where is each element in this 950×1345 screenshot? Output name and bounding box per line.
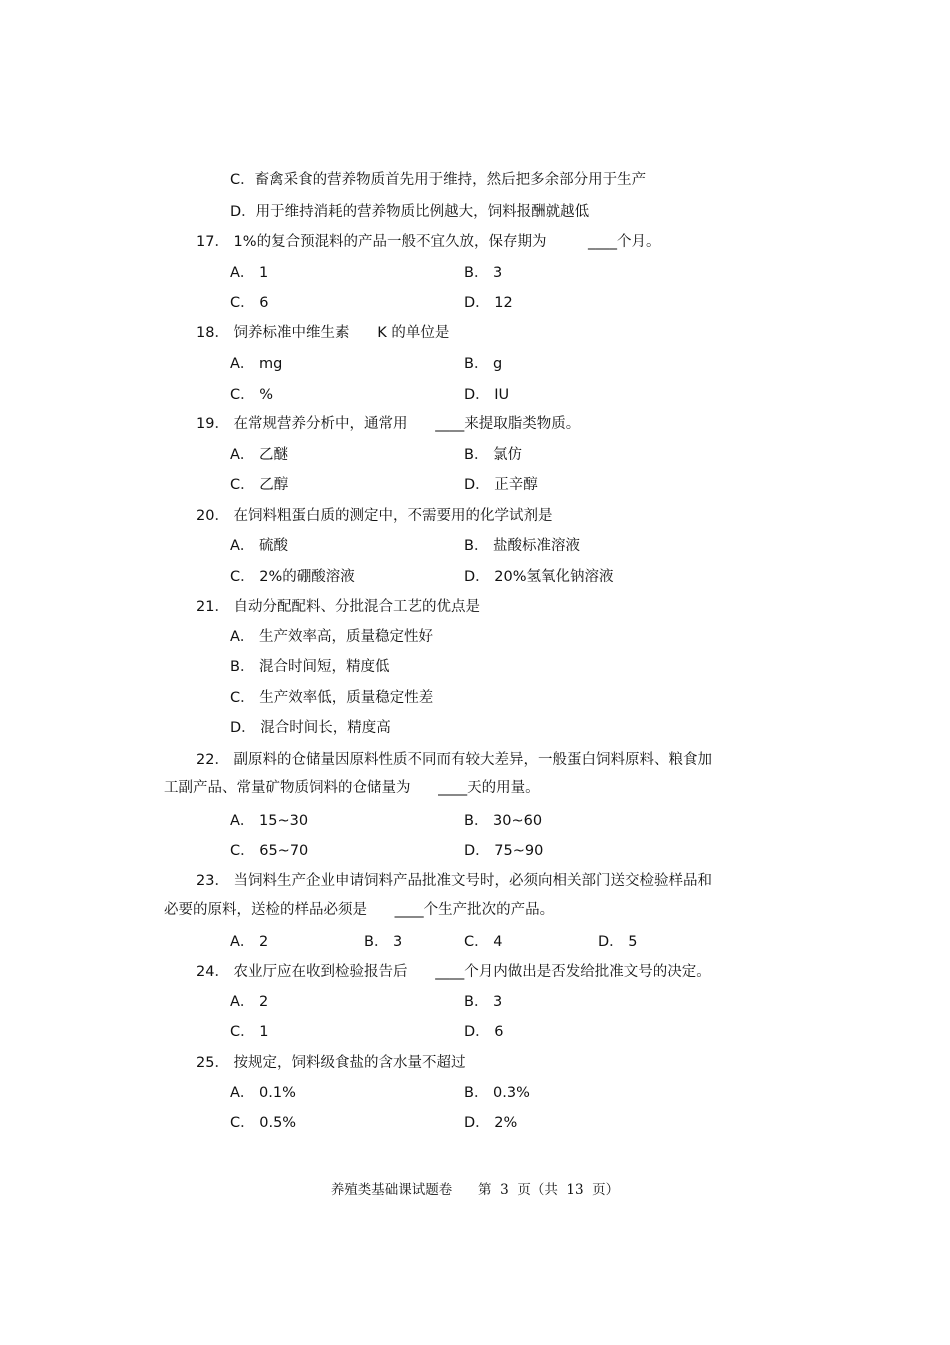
question-22-stem-line2: 工副产品、常量矿物质饲料的仓储量为 ____天的用量。	[164, 780, 540, 796]
question-22-option-b: B． 30~60	[464, 813, 543, 829]
question-22-option-a: A． 15~30	[230, 813, 309, 829]
question-24-option-a: A． 2	[230, 994, 269, 1010]
question-19-option-b: B． 氯仿	[464, 447, 523, 463]
carry-over-option-d: D．用于维持消耗的营养物质比例越大，饲料报酬就越低	[230, 204, 590, 220]
question-20-option-d: D． 20%氢氧化钠溶液	[464, 569, 614, 585]
question-22-stem-line1: 22． 副原料的仓储量因原料性质不同而有较大差异，一般蛋白饲料原料、粮食加	[196, 752, 713, 768]
question-22-option-c: C． 65~70	[230, 843, 309, 859]
question-20-option-b: B． 盐酸标准溶液	[464, 538, 581, 554]
question-23-option-d: D． 5	[598, 934, 638, 950]
question-19-option-a: A． 乙醚	[230, 447, 289, 463]
question-21-option-a: A． 生产效率高，质量稳定性好	[230, 629, 434, 645]
question-24-option-c: C． 1	[230, 1024, 269, 1040]
question-18-option-b: B． g	[464, 356, 503, 372]
question-18-option-a: A． mg	[230, 356, 283, 372]
question-25-option-d: D． 2%	[464, 1115, 518, 1131]
question-17-stem: 17． 1%的复合预混料的产品一般不宜久放，保存期为 ____个月。	[196, 234, 661, 250]
question-19-option-d: D． 正辛醇	[464, 477, 538, 493]
question-23-option-b: B． 3	[364, 934, 403, 950]
question-17-option-d: D． 12	[464, 295, 513, 311]
question-25-stem: 25． 按规定，饲料级食盐的含水量不超过	[196, 1055, 466, 1071]
page-footer: 养殖类基础课试题卷 第 3 页（共 13 页）	[330, 1182, 620, 1198]
question-20-option-c: C． 2%的硼酸溶液	[230, 569, 355, 585]
question-23-option-a: A． 2	[230, 934, 269, 950]
question-25-option-b: B． 0.3%	[464, 1085, 530, 1101]
question-21-option-c: C． 生产效率低，质量稳定性差	[230, 690, 434, 706]
question-21-option-d: D． 混合时间长，精度高	[230, 720, 391, 736]
question-24-option-b: B． 3	[464, 994, 503, 1010]
question-18-stem: 18． 饲养标准中维生素 K 的单位是	[196, 325, 450, 341]
question-17-option-a: A． 1	[230, 265, 269, 281]
question-24-stem: 24． 农业厅应在收到检验报告后 ____个月内做出是否发给批准文号的决定。	[196, 964, 711, 980]
question-19-option-c: C． 乙醇	[230, 477, 289, 493]
question-21-stem: 21． 自动分配配料、分批混合工艺的优点是	[196, 599, 481, 615]
question-23-option-c: C． 4	[464, 934, 503, 950]
question-21-option-b: B． 混合时间短，精度低	[230, 659, 390, 675]
question-23-stem-line1: 23． 当饲料生产企业申请饲料产品批准文号时，必须向相关部门送交检验样品和	[196, 873, 713, 889]
question-24-option-d: D． 6	[464, 1024, 504, 1040]
question-20-stem: 20． 在饲料粗蛋白质的测定中，不需要用的化学试剂是	[196, 508, 553, 524]
question-19-stem: 19． 在常规营养分析中，通常用 ____来提取脂类物质。	[196, 416, 581, 432]
question-25-option-a: A． 0.1%	[230, 1085, 296, 1101]
question-18-option-d: D． IU	[464, 387, 510, 403]
question-23-stem-line2: 必要的原料，送检的样品必须是 ____个生产批次的产品。	[164, 902, 555, 918]
question-20-option-a: A． 硫酸	[230, 538, 289, 554]
question-18-option-c: C． %	[230, 387, 274, 403]
question-17-option-c: C． 6	[230, 295, 269, 311]
carry-over-option-c: C．畜禽采食的营养物质首先用于维持，然后把多余部分用于生产	[230, 172, 647, 188]
question-22-option-d: D． 75~90	[464, 843, 544, 859]
question-25-option-c: C． 0.5%	[230, 1115, 297, 1131]
question-17-option-b: B． 3	[464, 265, 503, 281]
